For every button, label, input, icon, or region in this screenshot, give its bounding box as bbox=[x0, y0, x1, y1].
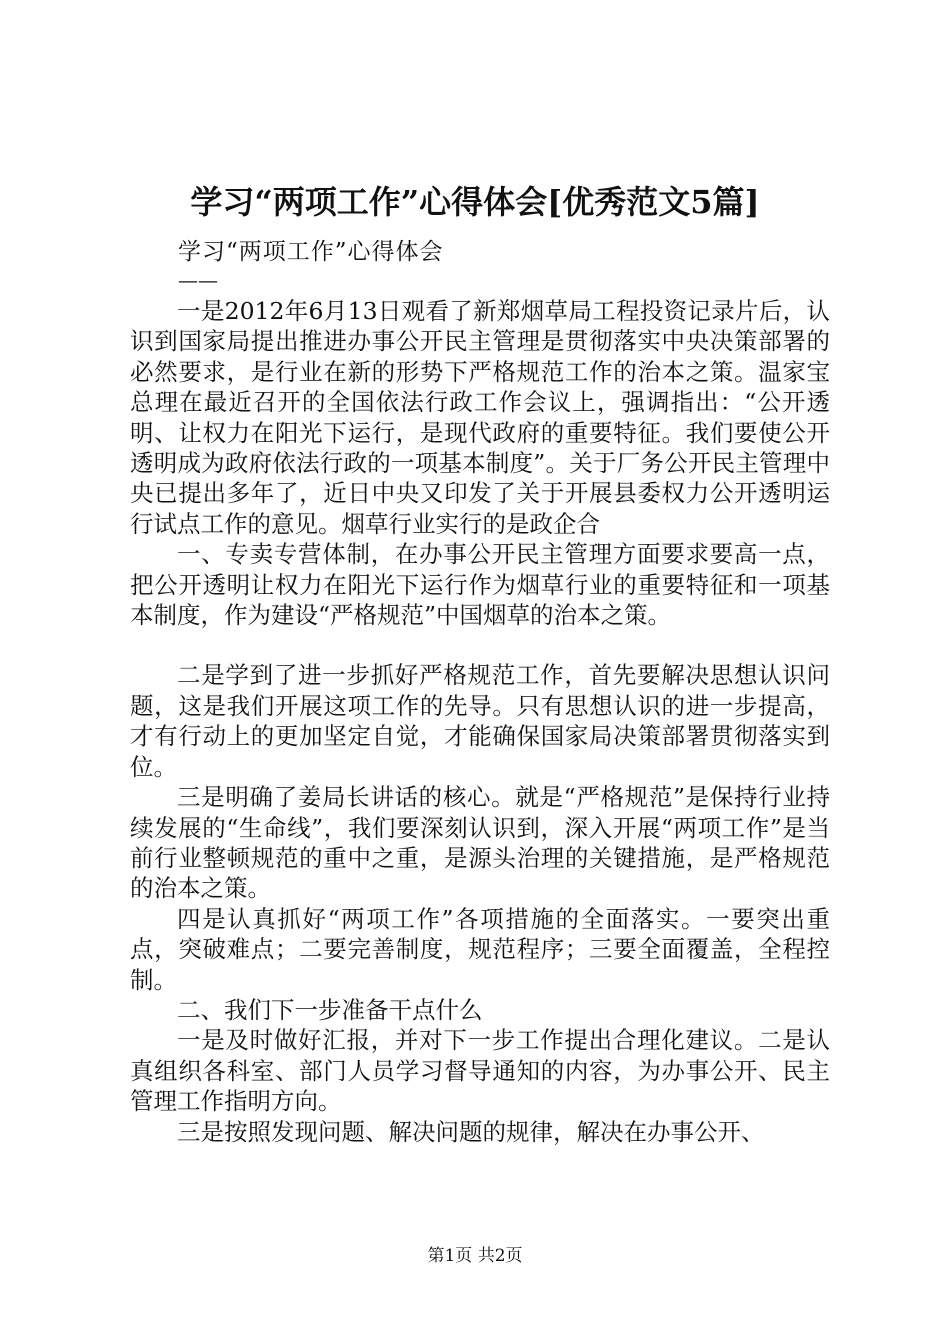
paragraph: 一、专卖专营体制，在办事公开民主管理方面要求要高一点，把公开透明让权力在阳光下运行作为烟草行业的重要特征和一项基本制度，作为建设“严格规范”中国烟草的治本之策。 bbox=[130, 540, 830, 630]
paragraph: 一是2012年6月13日观看了新郑烟草局工程投资记录片后，认识到国家局提出推进办事公开民主管理是贯彻落实中央决策部署的必然要求，是行业在新的形势下严格规范工作的治本之策。温家宝总理在最近召开的全国依法行政工作会议上，强调指出：“公开透明、让权力在阳光下运行，是现代政府的重要特征。我们要使公开透明成为政府依法行政的一项基本制度”。关于厂务公开民主管理中央已提出多年了，近日中央又印发了关于开展县委权力公开透明运行试点工作的意见。烟草行业实行的是政企合 bbox=[130, 297, 830, 538]
paragraph: 二是学到了进一步抓好严格规范工作，首先要解决思想认识问题，这是我们开展这项工作的先导。只有思想认识的进一步提高，才有行动上的更加坚定自觉，才能确保国家局决策部署贯彻落实到位。 bbox=[130, 661, 830, 781]
document-body bbox=[130, 296, 830, 1147]
paragraph: 三是按照发现问题、解决问题的规律，解决在办事公开、 bbox=[177, 1117, 765, 1146]
paragraph: 一是及时做好汇报，并对下一步工作提出合理化建议。二是认真组织各科室、部门人员学习督导通知的内容，为办事公开、民主管理工作指明方向。 bbox=[130, 1026, 830, 1116]
document-title: 学习“两项工作”心得体会[优秀范文5篇] bbox=[190, 183, 760, 221]
page-footer: 第1页 共2页 bbox=[427, 1246, 523, 1266]
document-subtitle: 学习“两项工作”心得体会 bbox=[178, 239, 444, 265]
subtitle-dash: —— bbox=[178, 268, 218, 292]
paragraph: 三是明确了姜局长讲话的核心。就是“严格规范”是保持行业持续发展的“生命线”，我们要深刻认识到，深入开展“两项工作”是当前行业整顿规范的重中之重，是源头治理的关键措施，是严格规范的治本之策。 bbox=[130, 783, 830, 903]
paragraph: 四是认真抓好“两项工作”各项措施的全面落实。一要突出重点，突破难点；二要完善制度，规范程序；三要全面覆盖，全程控制。 bbox=[130, 904, 830, 994]
section-heading: 二、我们下一步准备干点什么 bbox=[177, 995, 483, 1024]
